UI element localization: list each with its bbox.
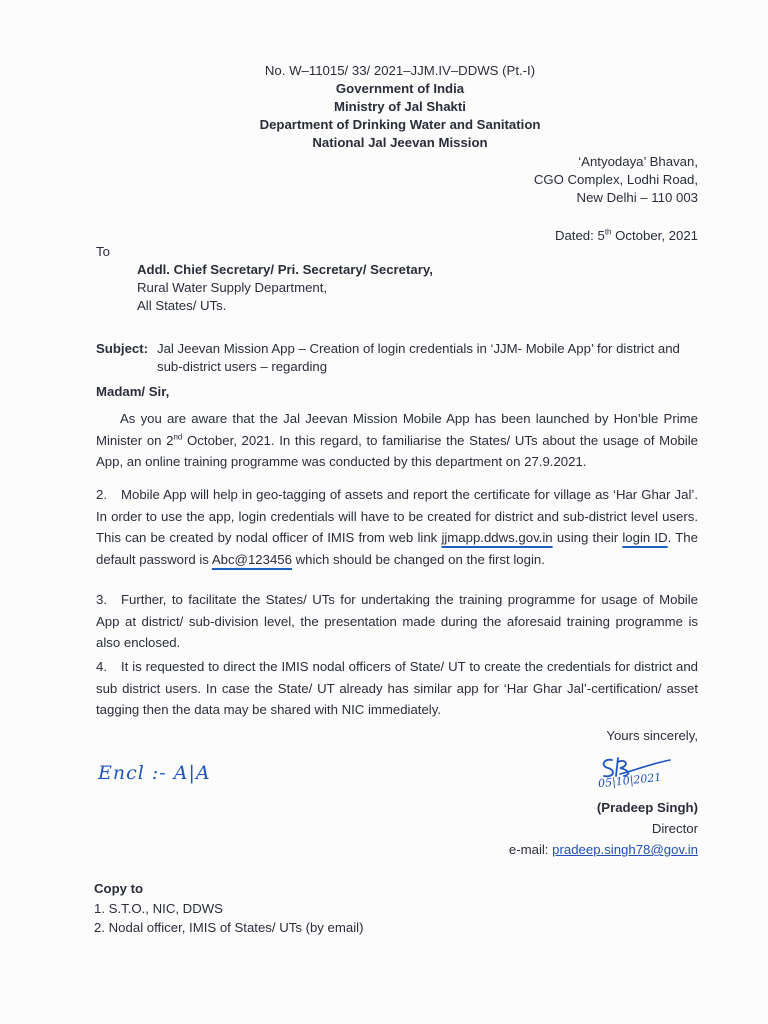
paragraph-3: 3. Further, to facilitate the States/ UTs for undertaking the training programme for usage of Mobile App at district/ sub-division level, the presentation made during the aforesaid training programme is also enclosed. bbox=[96, 592, 698, 650]
recipient-block bbox=[137, 261, 433, 315]
org-government: Government of India bbox=[335, 81, 465, 96]
signer-designation: Director bbox=[651, 821, 698, 836]
copy-to-heading: Copy to bbox=[94, 881, 144, 896]
address-line: New Delhi – 110 003 bbox=[576, 190, 698, 205]
login-id-text: login ID bbox=[622, 530, 668, 545]
signer-name: (Pradeep Singh) bbox=[596, 800, 698, 815]
salutation: Madam/ Sir, bbox=[96, 384, 170, 399]
recipient-scope: All States/ UTs. bbox=[137, 298, 227, 313]
recipient-designation: Addl. Chief Secretary/ Pri. Secretary/ Secretary, bbox=[137, 262, 433, 277]
closing-line: Yours sincerely, bbox=[606, 728, 698, 743]
org-mission: National Jal Jeevan Mission bbox=[312, 135, 488, 150]
subject-text: Jal Jeevan Mission App – Creation of login credentials in ‘JJM- Mobile App’ for district and sub-district users – regarding bbox=[157, 341, 680, 374]
file-number: No. W–11015/ 33/ 2021–JJM.IV–DDWS (Pt.-I) bbox=[264, 63, 536, 78]
subject-label: Subject: bbox=[96, 341, 149, 356]
signer-email-line: e-mail: pradeep.singh78@gov.in bbox=[508, 842, 698, 857]
copy-to-block bbox=[94, 879, 363, 938]
org-department: Department of Drinking Water and Sanitation bbox=[259, 117, 541, 132]
signer-email-link[interactable]: pradeep.singh78@gov.in bbox=[552, 842, 698, 857]
subject-line bbox=[96, 340, 706, 376]
org-ministry: Ministry of Jal Shakti bbox=[334, 99, 466, 114]
copy-to-item: 1. S.T.O., NIC, DDWS bbox=[94, 900, 223, 916]
to-label: To bbox=[96, 244, 110, 259]
letter-header bbox=[200, 62, 600, 152]
web-link[interactable]: jjmapp.ddws.gov.in bbox=[441, 530, 553, 545]
paragraph-4: 4. It is requested to direct the IMIS nodal officers of State/ UT to create the credentials for district and sub district users. In case the State/ UT already has similar app for ‘Har Ghar Jal’-certification/ asset tagging then the data may be shared with NIC immediately. bbox=[96, 659, 698, 717]
handwritten-signature-date: 05|10|2021 bbox=[597, 770, 662, 791]
copy-to-item: 2. Nodal officer, IMIS of States/ UTs (by email) bbox=[94, 920, 364, 935]
default-password-text: Abc@123456 bbox=[211, 551, 292, 567]
sender-address bbox=[534, 153, 698, 207]
signer-block bbox=[509, 797, 698, 860]
handwritten-enclosure-note: Encl :- A|A bbox=[98, 762, 211, 784]
paragraph-2: 2. Mobile App will help in geo-tagging of assets and report the certificate for village as ‘Har Ghar Jal’. In order to use the app, login credentials will have to be created for district and sub-district level users. This can be created by nodal officer of IMIS from web link jjmapp.ddws.gov.in using their login ID. The default password is Abc@123456 which should be changed on the first login. bbox=[96, 487, 698, 567]
paragraph-1: As you are aware that the Jal Jeevan Mission Mobile App has been launched by Hon’ble Prime Minister on 2nd October, 2021. In this regard, to familiarise the States/ UTs about the usage of Mobile App, an online training programme was conducted by this department on 27.9.2021. bbox=[96, 411, 698, 469]
address-line: ‘Antyodaya’ Bhavan, bbox=[578, 154, 698, 169]
letter-date: Dated: 5th October, 2021 bbox=[554, 227, 698, 243]
recipient-department: Rural Water Supply Department, bbox=[137, 280, 328, 295]
address-line: CGO Complex, Lodhi Road, bbox=[533, 172, 698, 187]
